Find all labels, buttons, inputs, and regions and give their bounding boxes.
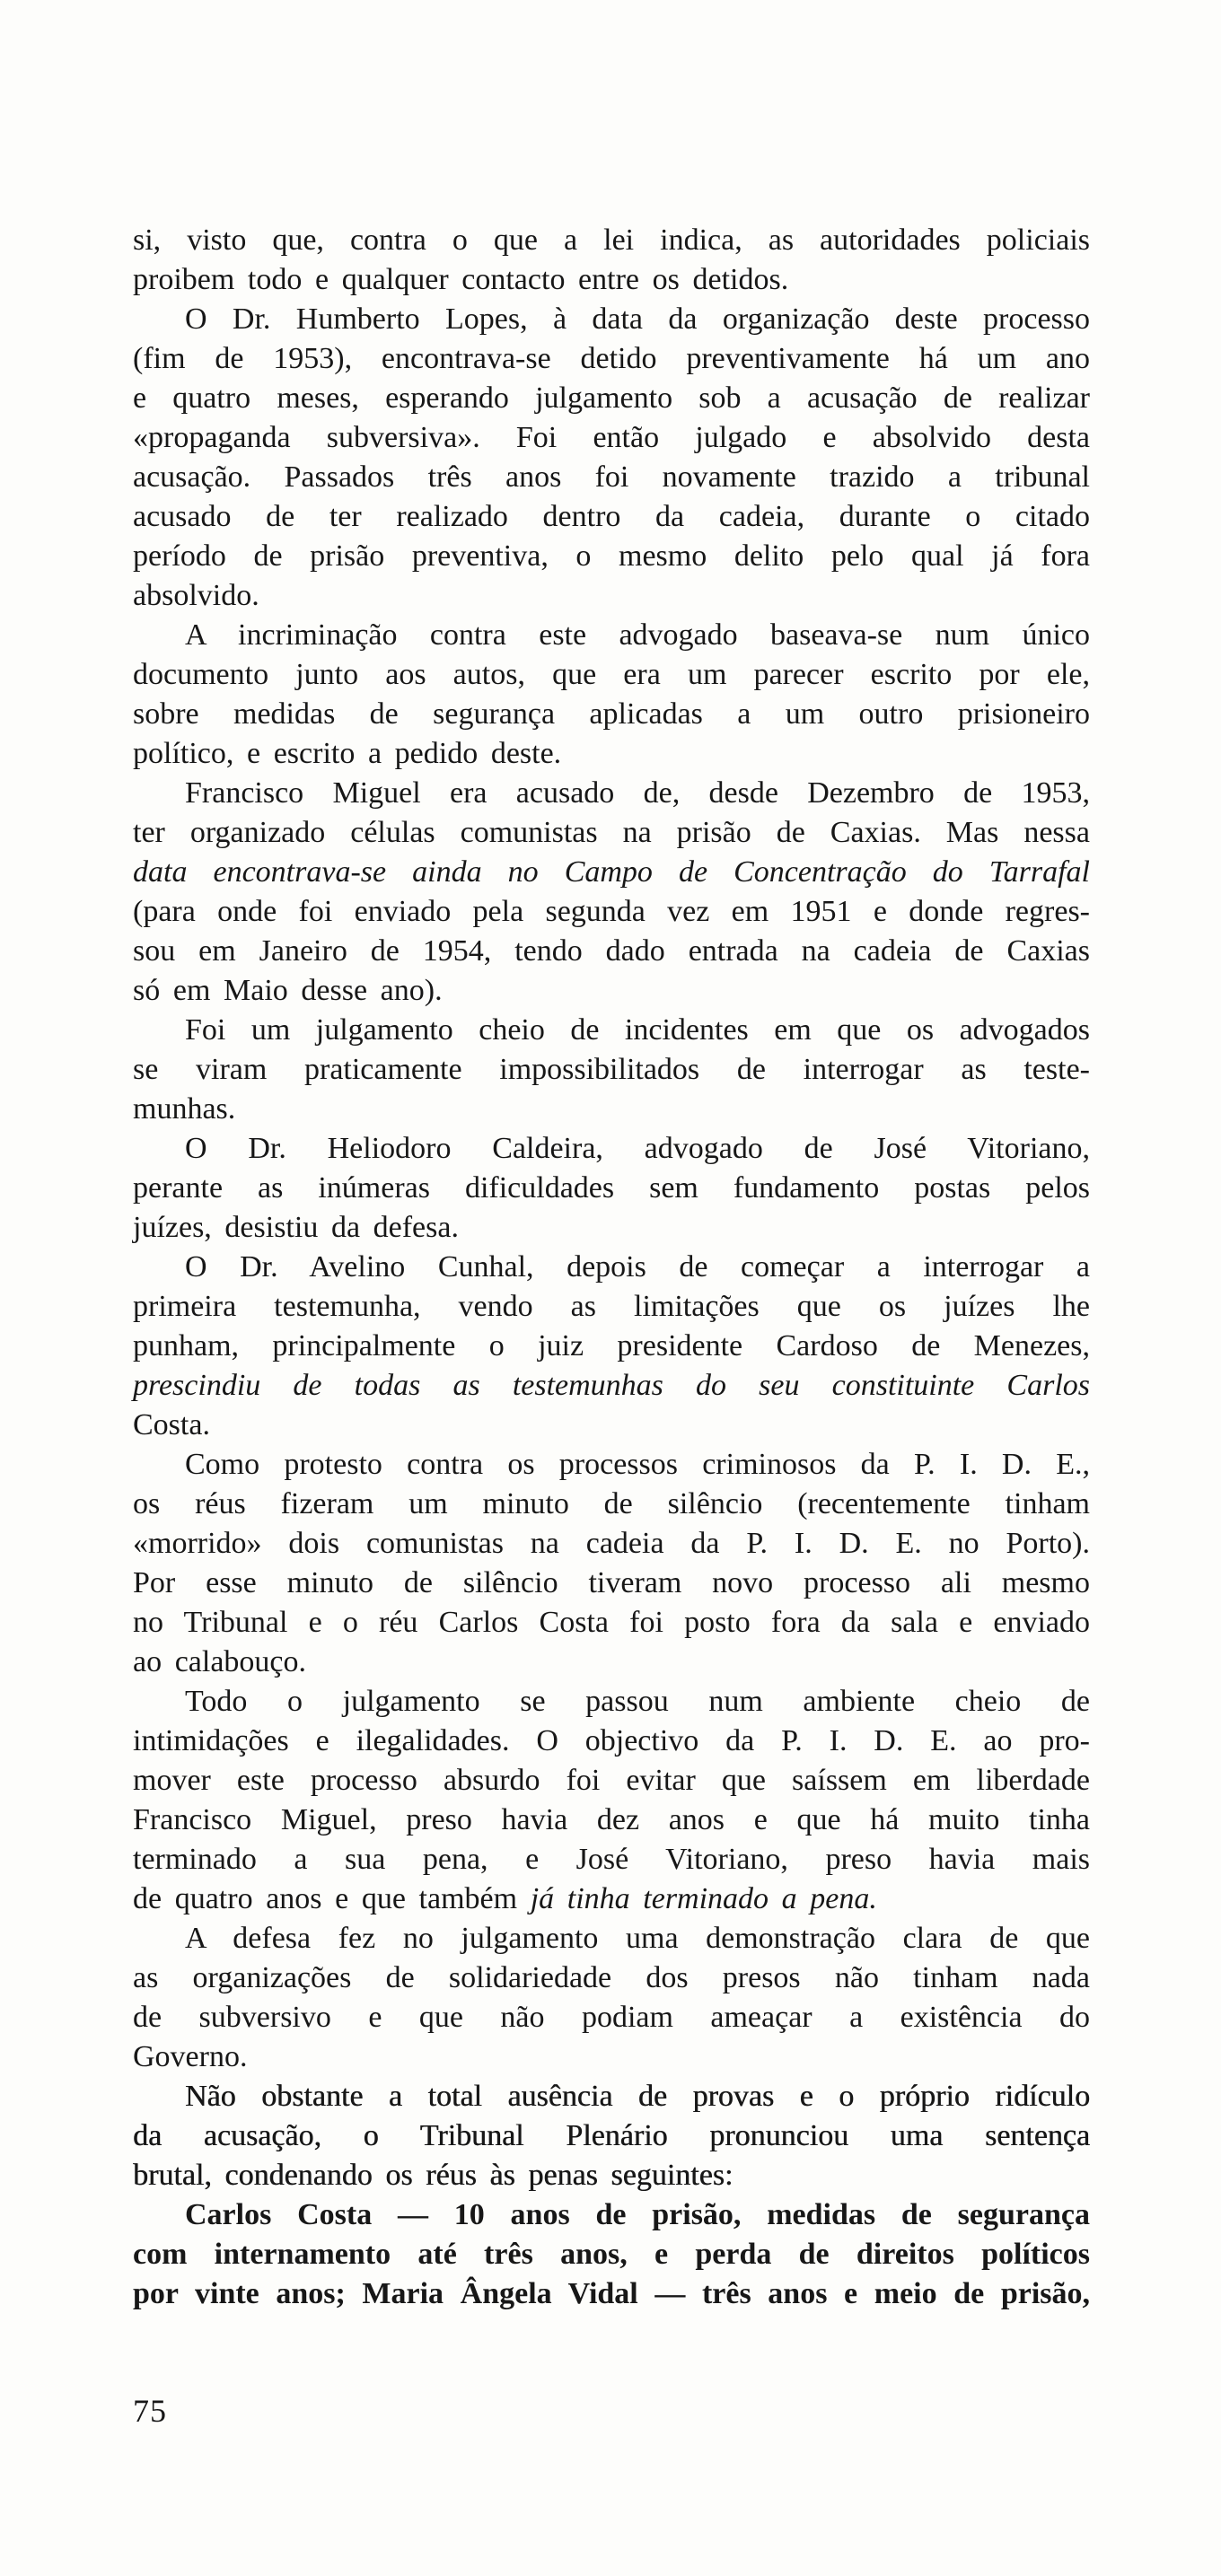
text-line: documento junto aos autos, que era um parecer escrito por ele, [133,658,1090,691]
text-line: Carlos Costa — 10 anos de prisão, medidas de segurança [185,2198,1090,2231]
text-line: ter organizado células comunistas na prisão de Caxias. Mas nessa [133,816,1090,849]
text-line: Governo. [133,2040,248,2073]
text-line: A incriminação contra este advogado baseava-se num único [185,618,1090,652]
text-line: «morrido» dois comunistas na cadeia da P. I. D. E. no Porto). [133,1527,1090,1560]
text-line: de quatro anos e que também já tinha terminado a pena. [133,1882,877,1915]
text-line: acusação. Passados três anos foi novamente trazido a tribunal [133,460,1090,494]
text-line: sobre medidas de segurança aplicadas a um outro prisioneiro [133,697,1090,731]
text-line: Foi um julgamento cheio de incidentes em que os advogados [185,1013,1090,1047]
text-line: os réus fizeram um minuto de silêncio (recentemente tinham [133,1487,1090,1520]
text-line: da acusação, o Tribunal Plenário pronunciou uma sentença [133,2119,1090,2152]
text-line: «propaganda subversiva». Foi então julgado e absolvido desta [133,421,1090,454]
page-number: 75 [133,2393,167,2429]
text-line: munhas. [133,1092,236,1126]
text-line: se viram praticamente impossibilitados de interrogar as teste- [133,1053,1090,1086]
text-line: e quatro meses, esperando julgamento sob a acusação de realizar [133,381,1090,415]
text-line: no Tribunal e o réu Carlos Costa foi posto fora da sala e enviado [133,1606,1090,1639]
text-line: Todo o julgamento se passou num ambiente cheio de [185,1685,1090,1718]
text-line: proibem todo e qualquer contacto entre os detidos. [133,263,789,296]
text-line: O Dr. Humberto Lopes, à data da organização deste processo [185,302,1090,336]
text-line: perante as inúmeras dificuldades sem fundamento postas pelos [133,1171,1090,1205]
text-line: O Dr. Heliodoro Caldeira, advogado de José Vitoriano, [185,1132,1090,1165]
text-line: Francisco Miguel, preso havia dez anos e que há muito tinha [133,1803,1090,1836]
text-line: si, visto que, contra o que a lei indica, as autoridades policiais [133,223,1090,257]
text-line: político, e escrito a pedido deste. [133,737,562,770]
text-line: acusado de ter realizado dentro da cadeia, durante o citado [133,500,1090,533]
text-line: punham, principalmente o juiz presidente Cardoso de Menezes, [133,1329,1090,1362]
text-line: Francisco Miguel era acusado de, desde Dezembro de 1953, [185,776,1090,810]
text-line: terminado a sua pena, e José Vitoriano, preso havia mais [133,1843,1090,1876]
text-line: (fim de 1953), encontrava-se detido preventivamente há um ano [133,342,1090,375]
text-line: primeira testemunha, vendo as limitações que os juízes lhe [133,1290,1090,1323]
text-line: absolvido. [133,579,259,612]
text-line: O Dr. Avelino Cunhal, depois de começar a interrogar a [185,1250,1090,1284]
text-line: Como protesto contra os processos criminosos da P. I. D. E., [185,1448,1090,1481]
text-line: de subversivo e que não podiam ameaçar a existência do [133,2001,1090,2034]
text-line: juízes, desistiu da defesa. [133,1211,459,1244]
text-line: ao calabouço. [133,1645,307,1678]
text-line: Por esse minuto de silêncio tiveram novo processo ali mesmo [133,1566,1090,1599]
text-line: data encontrava-se ainda no Campo de Concentração do Tarrafal [133,855,1090,889]
text-line: as organizações de solidariedade dos presos não tinham nada [133,1961,1090,1994]
text-line: Costa. [133,1408,210,1441]
text-line: Não obstante a total ausência de provas e o próprio ridículo [185,2080,1090,2113]
text-line: prescindiu de todas as testemunhas do seu constituinte Carlos [133,1369,1090,1402]
text-line: sou em Janeiro de 1954, tendo dado entrada na cadeia de Caxias [133,934,1090,968]
text-line: só em Maio desse ano). [133,974,443,1007]
text-line: A defesa fez no julgamento uma demonstração clara de que [185,1922,1090,1955]
text-line: brutal, condenando os réus às penas seguintes: [133,2159,733,2192]
text-line: período de prisão preventiva, o mesmo delito pelo qual já fora [133,539,1090,573]
text-line: por vinte anos; Maria Ângela Vidal — três anos e meio de prisão, [133,2277,1090,2310]
text-line: (para onde foi enviado pela segunda vez em 1951 e donde regres- [133,895,1090,928]
text-line: com internamento até três anos, e perda de direitos políticos [133,2238,1090,2271]
text-line: mover este processo absurdo foi evitar que saíssem em liberdade [133,1764,1090,1797]
text-line: intimidações e ilegalidades. O objectivo da P. I. D. E. ao pro- [133,1724,1090,1757]
text-block [133,221,1090,2314]
